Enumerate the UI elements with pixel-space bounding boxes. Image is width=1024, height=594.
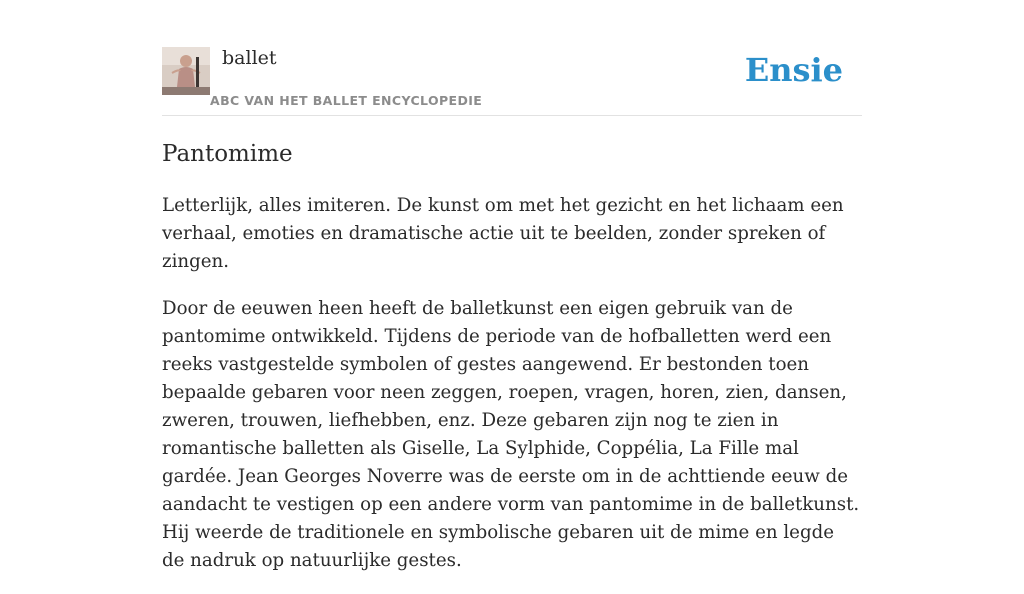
entry-paragraph: Letterlijk, alles imiteren. De kunst om met het gezicht en het lichaam een verhaal, emoties en dramatische actie uit te beelden, zonder spreken of zingen. bbox=[162, 195, 844, 272]
book-avatar[interactable] bbox=[162, 47, 210, 95]
ballet-dancer-avatar-icon bbox=[162, 47, 210, 95]
book-subtitle[interactable]: ABC VAN HET BALLET ENCYCLOPEDIE bbox=[210, 93, 483, 108]
entry-title: Pantomime bbox=[162, 141, 293, 167]
content-container bbox=[162, 0, 862, 571]
entry-body bbox=[162, 192, 862, 594]
header bbox=[162, 0, 862, 116]
entry-paragraph: Door de eeuwen heen heeft de balletkunst een eigen gebruik van de pantomime ontwikkeld. Tijdens de periode van de hofballetten werd een reeks vastgestelde symbolen of gestes aangewend. Er bestonden toen bepaalde gebaren voor neen zeggen, roepen, vragen, horen, zien, dansen, zweren, trouwen, liefhebben, enz. Deze gebaren zijn nog te zien in romantische balletten als Giselle, La Sylphide, Coppélia, La Fille mal gardée. Jean Georges Noverre was de eerste om in de achttiende eeuw de aandacht te vestigen op een andere vorm van pantomime in de balletkunst. Hij weerde de traditionele en symbolische gebaren uit de mime en legde de nadruk op natuurlijke gestes. bbox=[162, 298, 860, 571]
ensie-logo-link[interactable]: Ensie bbox=[744, 51, 843, 89]
book-title[interactable]: ballet bbox=[222, 47, 277, 69]
